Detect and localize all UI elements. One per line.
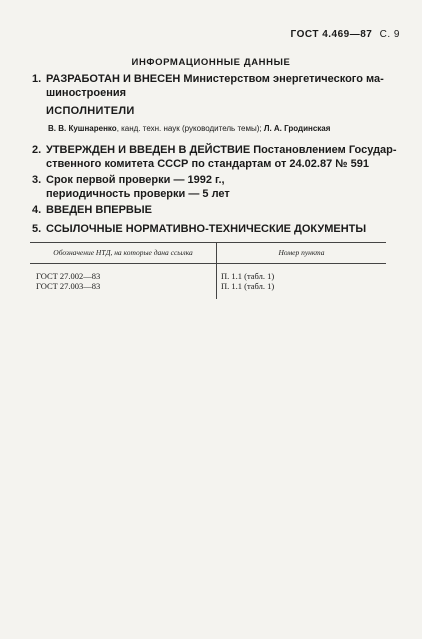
item-continuation: шиностроения [46,87,127,99]
info-item-1 [32,72,402,100]
item-number: 1. [32,73,42,85]
column-header-designation: Обозначение НТД, на которые дана ссылка [30,243,217,264]
executor-detail: , канд. техн. наук (руководитель темы); [116,124,264,133]
executor-name: В. В. Кушнаренко [48,124,117,133]
standard-designation: ГОСТ 4.469—87 [290,29,373,40]
item-lead: ВВЕДЕН ВПЕРВЫЕ [46,204,152,216]
clause-number: П. 1.1 (табл. 1) [221,281,275,291]
item-continuation: ственного комитета СССР по стандартам от 24.02.87 № 591 [46,158,369,170]
item-number: 5. [32,223,42,235]
ntd-designation: ГОСТ 27.003—83 [30,281,217,299]
item-number: 2. [32,144,42,156]
executor-name: Л. А. Гродинская [263,124,331,133]
item-text: Постановлением Государ- [250,144,397,156]
table-row [30,264,386,282]
info-item-4 [32,203,402,217]
clause-number: П. 1.1 (табл. 1) [221,271,275,281]
item-number: 3. [32,174,42,186]
item-lead: УТВЕРЖДЕН И ВВЕДЕН В ДЕЙСТВИЕ [46,144,251,156]
item-continuation: периодичность проверки — 5 лет [46,188,230,200]
item-lead: РАЗРАБОТАН И ВНЕСЕН [46,73,181,85]
info-item-5 [32,222,402,236]
reference-documents-table [30,242,386,299]
item-text: Министерством энергетического ма- [180,73,384,85]
table-row [30,281,386,299]
column-header-clause: Номер пункта [217,243,387,264]
ntd-designation: ГОСТ 27.002—83 [30,264,217,282]
executors-heading: ИСПОЛНИТЕЛИ [46,105,135,117]
info-item-3 [32,173,402,201]
page-header [291,29,400,40]
info-item-2 [32,143,402,171]
section-title: ИНФОРМАЦИОННЫЕ ДАННЫЕ [131,57,291,68]
table-header-row [30,243,386,264]
executors-list [48,124,408,134]
item-lead: ССЫЛОЧНЫЕ НОРМАТИВНО-ТЕХНИЧЕСКИЕ ДОКУМЕНТЫ [46,223,367,235]
item-number: 4. [32,204,42,216]
item-lead: Срок первой проверки — 1992 г., [46,174,225,186]
page-number: С. 9 [379,29,400,40]
